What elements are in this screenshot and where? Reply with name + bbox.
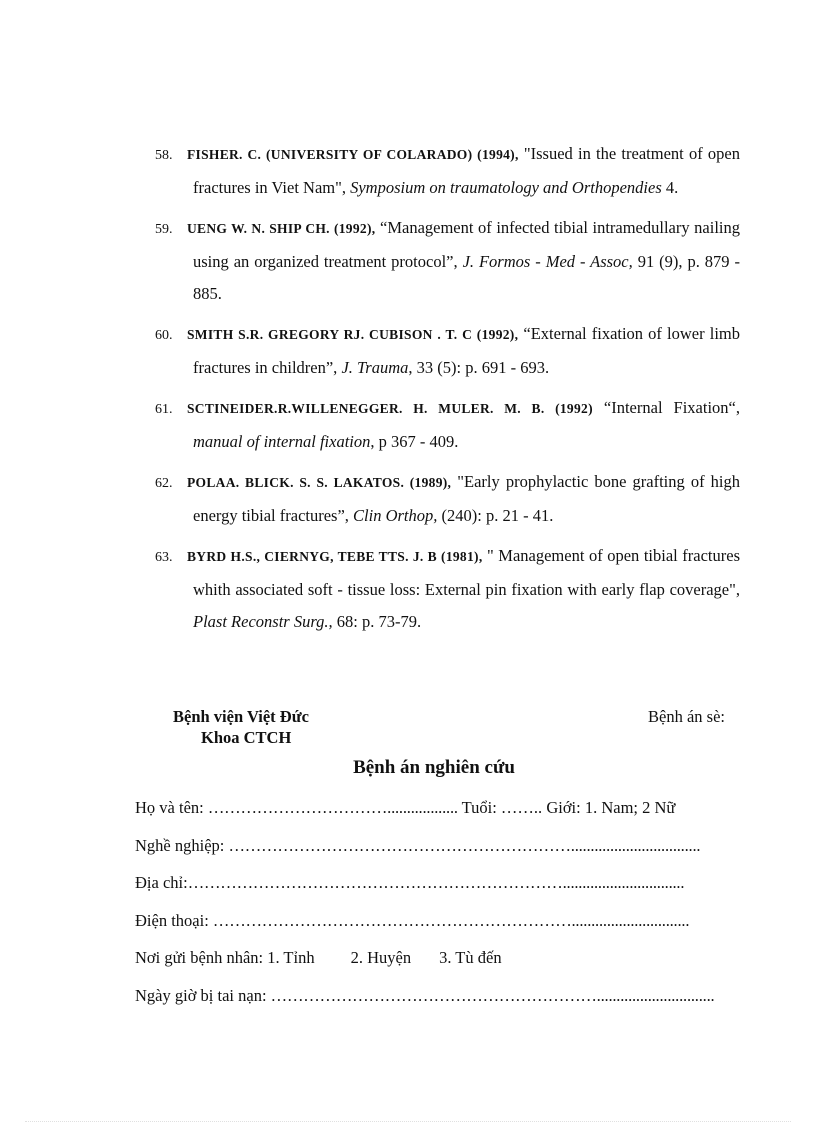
reference-title: "Early prophylactic bone grafting of high energy tibial fractures”, <box>193 472 740 525</box>
address-label: Địa chỉ: <box>135 873 188 892</box>
age-field[interactable]: Tuổi: …….. <box>457 798 543 817</box>
phone-row <box>135 909 735 947</box>
hospital-header <box>173 706 309 748</box>
reference-details: , p 367 - 409. <box>370 432 459 451</box>
reference-item <box>155 138 740 204</box>
reference-journal: Symposium on traumatology and Orthopendies <box>350 178 662 197</box>
record-number-label: Bệnh án sè: <box>648 707 725 726</box>
department-name: Khoa CTCH <box>201 728 292 747</box>
reference-journal: manual of internal fixation <box>193 432 371 451</box>
referral-option-self[interactable]: 3. Tù đến <box>439 948 502 967</box>
reference-journal: J. Trauma <box>341 358 409 377</box>
reference-authors: SCTINEIDER.R.WILLENEGGER. H. MULER. M. B. (1992) <box>187 401 593 416</box>
reference-journal: J. Formos - Med - Assoc, <box>462 252 633 271</box>
reference-journal: Plast Reconstr Surg., <box>193 612 333 631</box>
occupation-field[interactable]: ………………………………………………………................................. <box>228 835 701 855</box>
reference-authors: UENG W. N. SHIP CH. (1992), <box>187 221 376 236</box>
accident-time-field[interactable]: …………………………………………………….............................. <box>270 985 715 1005</box>
reference-title: “Management of infected tibial intramedullary nailing using an organized treatment protocol”, <box>193 218 741 271</box>
page-bottom-divider <box>25 1121 791 1122</box>
reference-item <box>155 392 740 458</box>
name-label: Họ và tên: <box>135 798 208 817</box>
reference-journal: Clin Orthop, <box>353 506 438 525</box>
occupation-row <box>135 834 735 872</box>
reference-item <box>155 466 740 532</box>
reference-title: “Internal Fixation“, <box>592 398 740 417</box>
reference-number: 63. <box>155 550 173 565</box>
patient-form <box>135 796 735 1021</box>
reference-item <box>155 318 740 384</box>
reference-list <box>155 138 740 646</box>
reference-number: 61. <box>155 402 173 417</box>
reference-item <box>155 540 740 638</box>
name-row <box>135 796 735 834</box>
occupation-label: Nghề nghiệp: <box>135 835 229 855</box>
reference-details: , 33 (5): p. 691 - 693. <box>408 358 550 377</box>
address-row <box>135 871 735 909</box>
reference-details: 68: p. 73-79. <box>332 612 422 631</box>
reference-item <box>155 212 740 310</box>
referral-label: Nơi gửi bệnh nhân: <box>135 948 268 967</box>
reference-authors: FISHER. C. (UNIVERSITY OF COLARADO) (1994), <box>187 147 519 162</box>
reference-details: 4. <box>661 178 679 197</box>
reference-number: 60. <box>155 328 173 343</box>
hospital-name: Bệnh viện Việt Đức <box>173 707 309 726</box>
address-field[interactable]: ……………………………………………………………............................... <box>187 873 685 892</box>
reference-title: “External fixation of lower limb fractures in children”, <box>193 324 740 377</box>
gender-field[interactable]: Giới: 1. Nam; 2 Nữ <box>542 798 676 817</box>
form-title: Bệnh án nghiên cứu <box>353 757 515 778</box>
reference-title: "Issued in the treatment of open fractures in Viet Nam", <box>193 144 740 197</box>
referral-row <box>135 946 735 984</box>
reference-number: 58. <box>155 148 173 163</box>
phone-label: Điện thoại: <box>135 910 213 930</box>
name-field[interactable]: …………………………….................. <box>207 798 458 817</box>
reference-number: 59. <box>155 222 173 237</box>
referral-option-province[interactable]: 1. Tỉnh <box>267 948 315 967</box>
accident-time-row <box>135 984 735 1022</box>
reference-authors: SMITH S.R. GREGORY RJ. CUBISON . T. C (1992), <box>187 327 519 342</box>
reference-authors: POLAA. BLICK. S. S. LAKATOS. (1989), <box>187 475 452 490</box>
phone-field[interactable]: ………………………………………………………….............................. <box>212 910 690 930</box>
reference-authors: BYRD H.S., CIERNYG, TEBE TTS. J. B (1981), <box>187 549 483 564</box>
reference-title: " Management of open tibial fractures whith associated soft - tissue loss: External pin fixation with early flap coverage", <box>193 546 740 599</box>
reference-details: 91 (9), p. 879 - 885. <box>193 252 740 303</box>
reference-details: (240): p. 21 - 41. <box>437 506 554 525</box>
referral-option-district[interactable]: 2. Huyện <box>350 948 412 967</box>
accident-time-label: Ngày giờ bị tai nạn: <box>135 985 271 1005</box>
reference-number: 62. <box>155 476 173 491</box>
